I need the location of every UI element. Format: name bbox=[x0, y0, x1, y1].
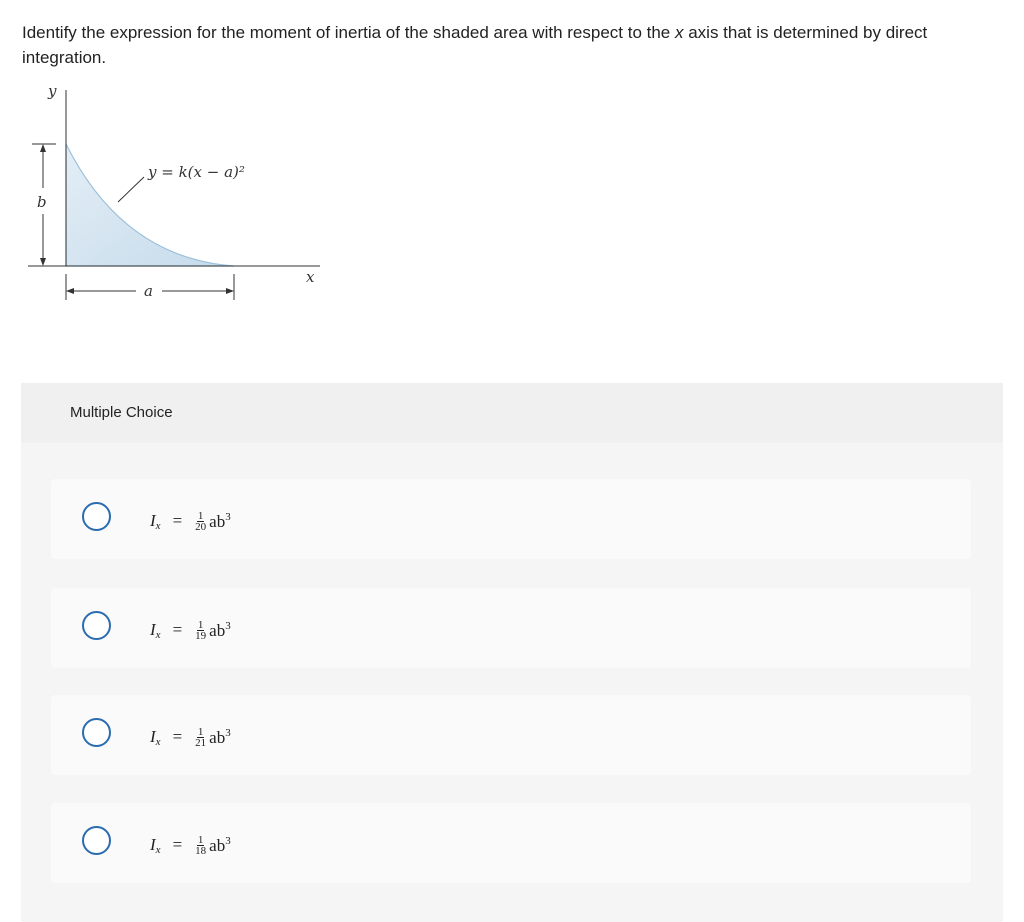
curve-leader-line bbox=[118, 177, 144, 202]
y-axis-label: y bbox=[48, 82, 57, 100]
multiple-choice-header bbox=[21, 383, 1003, 443]
question-text-after: axis that is determined by direct integration. bbox=[22, 23, 928, 67]
curve-label: y = k(x − a)² bbox=[148, 163, 245, 181]
question-text-before: Identify the expression for the moment of inertia of the shaded area with respect to the bbox=[22, 23, 675, 42]
formula-fraction: $\frac{1}{19}$ bbox=[195, 618, 207, 642]
inertia-figure bbox=[28, 80, 328, 310]
radio-button[interactable] bbox=[82, 611, 111, 640]
formula-variable: $I_x$ bbox=[150, 510, 161, 532]
x-axis-label: x bbox=[306, 268, 315, 286]
formula-equals: = bbox=[172, 727, 183, 746]
formula-fraction: $\frac{1}{21}$ bbox=[195, 725, 207, 749]
formula-expression: $ab^3$ bbox=[209, 726, 231, 747]
formula-expression: $ab^3$ bbox=[209, 619, 231, 640]
option-formula bbox=[150, 717, 231, 757]
formula-variable: $I_x$ bbox=[150, 619, 161, 641]
formula-equals: = bbox=[172, 511, 183, 530]
question-axis-var: x bbox=[674, 23, 684, 42]
question-text bbox=[22, 20, 982, 70]
radio-button[interactable] bbox=[82, 826, 111, 855]
choice-option-3[interactable] bbox=[51, 695, 971, 775]
choice-option-1[interactable] bbox=[51, 479, 971, 559]
formula-equals: = bbox=[172, 835, 183, 854]
formula-fraction: $\frac{1}{18}$ bbox=[195, 833, 207, 857]
choice-option-2[interactable] bbox=[51, 588, 971, 668]
width-label: a bbox=[144, 282, 153, 300]
height-label: b bbox=[37, 193, 47, 211]
formula-expression: $ab^3$ bbox=[209, 510, 231, 531]
a-dimension-arrow-left bbox=[66, 288, 74, 294]
b-dimension-arrow-top bbox=[40, 144, 46, 152]
radio-button[interactable] bbox=[82, 502, 111, 531]
formula-variable: $I_x$ bbox=[150, 834, 161, 856]
formula-equals: = bbox=[172, 620, 183, 639]
choice-option-4[interactable] bbox=[51, 803, 971, 883]
option-formula bbox=[150, 610, 231, 650]
multiple-choice-title: Multiple Choice bbox=[70, 404, 173, 421]
radio-button[interactable] bbox=[82, 718, 111, 747]
multiple-choice-panel bbox=[21, 383, 1003, 922]
formula-expression: $ab^3$ bbox=[209, 834, 231, 855]
option-formula bbox=[150, 825, 231, 865]
option-formula bbox=[150, 501, 231, 541]
formula-variable: $I_x$ bbox=[150, 726, 161, 748]
b-dimension-arrow-bottom bbox=[40, 258, 46, 266]
formula-fraction: $\frac{1}{20}$ bbox=[195, 509, 207, 533]
a-dimension-arrow-right bbox=[226, 288, 234, 294]
